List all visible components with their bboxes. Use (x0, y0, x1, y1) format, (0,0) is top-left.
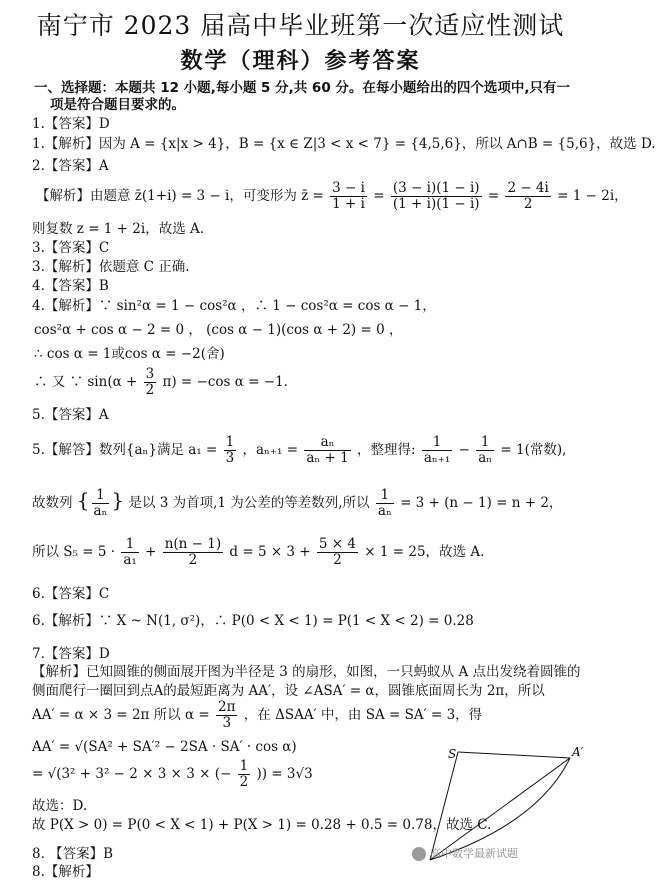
q5-f8-den: 2 (188, 552, 198, 568)
section-heading: 一、选择题：本题共 12 小题,每小题 5 分,共 60 分。在每小题给出的四个选项中,只有一 (34, 80, 571, 96)
q5-f8-num: n(n − 1) (164, 536, 222, 552)
q7-f1-num: 2π (218, 699, 236, 715)
diagram-edge-sa (430, 752, 458, 860)
q5-e1-result: = 1(常数), (500, 442, 567, 458)
watermark-text: 高中数学最新试题 (430, 847, 518, 860)
q5-f6-den: aₙ (377, 503, 392, 519)
q5-e1-mid2: ，整理得: (357, 442, 416, 458)
watermark (412, 845, 518, 861)
q5-f3-num: 1 (422, 435, 452, 451)
q7-f2-den: 2 (239, 774, 249, 790)
q5-e3-mid: d = 5 × 3 + (229, 544, 311, 560)
q7-e5-text: = √(3² + 3² − 2 × 3 × 3 × (− (32, 766, 232, 782)
q4-e4-result: π) = −cos α = −1. (162, 374, 288, 390)
q4-answer: 4.【答案】B (32, 278, 109, 294)
q4-explanation-2: cos²α + cos α − 2 = 0 ， (cos α − 1)(cos α + 2) = 0 ， (34, 322, 403, 338)
q5-f1-num: 1 (225, 434, 235, 450)
q5-f7-den: a₁ (123, 552, 137, 568)
q5-f9-den: 2 (333, 552, 342, 568)
q5-f6-num: 1 (376, 488, 394, 504)
q5-f2-den: aₙ + 1 (306, 450, 349, 466)
q2-explanation: 【解析】由题意 z̄(1+i) = 3 − i，可变形为 z̄ = $\frac{3 - i}{1 + i}$ = $\frac{(3 - i)(1 - i)}{(1 + i)(1 - i)}$ = $\frac{2 - 4i}{2}$ = 1 − 2i， (36, 180, 628, 212)
q2-answer: 2.【答案】A (32, 158, 109, 174)
q1-explanation: 1.【解析】因为 A = {x|x > 4}，B = {x ∈ Z|3 < x < 7} = {4,5,6}，所以 A∩B = {5,6}，故选 D. (32, 136, 656, 152)
q4-f-num: 3 (145, 366, 155, 382)
q7-explanation-6: 故选：D. (32, 798, 88, 814)
q2-f3-den: 2 (523, 196, 533, 212)
q2-result: = 1 − 2i， (557, 188, 628, 204)
q5-explanation-1 (32, 432, 566, 468)
q5-fraction-5 (92, 488, 110, 519)
q7-e5-result: )) = 3√3 (256, 766, 313, 782)
q5-fraction-7 (121, 537, 138, 568)
page-title: 南宁市 2023 届高中毕业班第一次适应性测试 (36, 11, 565, 40)
q5-f7-num: 1 (121, 537, 138, 553)
q4-explanation-4 (34, 364, 288, 400)
q3-explanation: 3.【解析】依题意 C 正确. (32, 259, 190, 275)
q7-explanation-2: 侧面爬行一圈回到点A的最短距离为 AA′，设 ∠ASA′ = α，圆锥底面周长为 2π，所以 (32, 683, 545, 699)
diagram-label-s: S (448, 747, 457, 761)
q5-e3-result: × 1 = 25，故选 A. (364, 544, 485, 560)
diagram-edge-sa2 (458, 752, 570, 758)
q2-text: 【解析】由题意 z̄(1+i) = 3 − i，可变形为 z̄ = (36, 188, 324, 204)
q5-e1-mid: ，aₙ₊₁ = (242, 442, 299, 458)
q7-explanation-3 (32, 697, 482, 733)
q2-fraction-1 (330, 181, 367, 212)
q2-f2-den: (1 + i)(1 − i) (392, 196, 480, 212)
q3-answer: 3.【答案】C (32, 240, 110, 256)
q5-minus: − (458, 442, 470, 458)
q7-f2-num: 1 (239, 758, 249, 774)
q5-f5-den: aₙ (93, 503, 108, 519)
q8-answer: 8. 【答案】B (32, 846, 114, 862)
q4-f-den: 2 (145, 382, 155, 398)
q5-f3-den: aₙ₊₁ (423, 450, 451, 466)
diagram-label-a-prime: A′ (572, 745, 584, 759)
q7-fraction-2 (238, 759, 251, 790)
q2-fraction-2 (391, 181, 482, 212)
q5-f4-den: aₙ (478, 450, 493, 466)
wechat-icon (412, 847, 426, 861)
q2-conclusion: 则复数 z = 1 + 2i，故选 A. (32, 221, 205, 237)
q5-e2-mid: 是以 3 为首项,1 为公差的等差数列,所以 (128, 495, 370, 511)
q5-explanation-3 (32, 534, 484, 570)
q5-f2-num: aₙ (304, 435, 350, 451)
q5-explanation-2: 故数列 { $\frac{1}{\text{aₙ}}$ } 是以 3 为首项,1 为公差的等差数列,所以 $\frac{1}{\text{aₙ}}$ = 3 + (n − 1) = n + 2， (32, 487, 563, 519)
q5-f1-den: 3 (225, 450, 235, 466)
q7-explanation-1: 【解析】已知圆锥的侧面展开图为半径是 3 的扇形，如图，一只蚂蚁从 A 点出发绕着圆锥的 (32, 664, 581, 680)
q5-f4-num: 1 (476, 435, 494, 451)
q7-explanation-4: AA′ = √(SA² + SA′² − 2SA · SA′ · cos α) (32, 739, 297, 755)
q5-f9-num: 5 × 4 (318, 536, 356, 552)
q6-explanation: 6.【解析】∵ X ~ N(1, σ²)，∴ P(0 < X < 1) = P(1 < X < 2) = 0.28 (32, 613, 474, 629)
q2-f1-num: 3 − i (332, 180, 365, 196)
q7-answer: 7.【答案】D (32, 646, 110, 662)
q5-answer: 5.【答案】A (32, 407, 109, 423)
q2-f3-num: 2 − 4i (507, 180, 549, 196)
q5-e3-text: 所以 S₅ = 5 · (32, 544, 116, 560)
q7-e3-text: AA′ = α × 3 = 2π 所以 α = (32, 707, 210, 723)
q7-e3-result: ，在 ΔSAA′ 中，由 SA = SA′ = 3，得 (243, 707, 483, 723)
q1-answer: 1.【答案】D (32, 116, 110, 132)
q5-fraction-4 (476, 435, 494, 466)
q2-f1-den: 1 + i (332, 196, 365, 212)
q5-fraction-6 (376, 488, 394, 519)
q4-e4-text: ∴ 又 ∵ sin(α + (34, 374, 138, 390)
q5-fraction-8 (163, 537, 223, 568)
q5-plus: + (145, 544, 157, 560)
q6-answer: 6.【答案】C (32, 586, 110, 602)
q5-e2-text: 故数列 (32, 495, 73, 511)
q4-fraction (144, 367, 157, 398)
page-subtitle: 数学（理科）参考答案 (180, 49, 421, 74)
q5-e2-result: = 3 + (n − 1) = n + 2， (400, 495, 563, 511)
q2-f2-num: (3 − i)(1 − i) (392, 180, 480, 196)
q7-f1-den: 3 (222, 715, 232, 731)
q4-explanation-3: ∴ cos α = 1或cos α = −2(舍) (34, 346, 225, 362)
q2-fraction-3 (505, 181, 550, 212)
section-heading-cont: 项是符合题目要求的。 (50, 97, 185, 113)
q4-explanation-1: 4.【解析】∵ sin²α = 1 − cos²α ，∴ 1 − cos²α = cos α − 1， (32, 298, 436, 314)
q7-fraction-1 (216, 700, 237, 731)
q5-fraction-9 (317, 537, 358, 568)
q5-fraction-1 (224, 435, 237, 466)
q5-e1-text: 5.【解答】数列{aₙ}满足 a₁ = (32, 442, 218, 458)
q7-explanation-5 (32, 756, 313, 792)
q7-explanation-7: 故 P(X > 0) = P(0 < X < 1) + P(X > 1) = 0.28 + 0.5 = 0.78，故选 C. (32, 817, 492, 833)
q8-explanation: 8.【解析】 (32, 864, 99, 880)
q5-fraction-2 (304, 435, 350, 466)
q5-f5-num: 1 (92, 488, 110, 504)
q5-fraction-3 (422, 435, 452, 466)
